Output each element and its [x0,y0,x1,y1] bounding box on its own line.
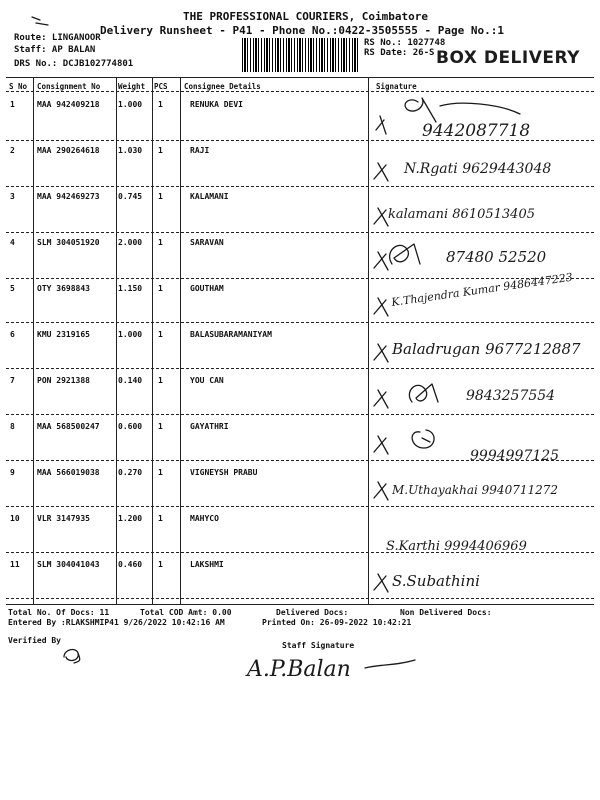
row-pcs: 1 [158,468,163,477]
row-divider [6,140,594,141]
svg-text:K.Thajendra Kumar 9486447223: K.Thajendra Kumar 9486447223 [390,270,574,309]
svg-text:N.Rgati 9629443048: N.Rgati 9629443048 [404,161,552,177]
row-divider [6,278,594,279]
staff-signature-label: Staff Signature [282,641,355,650]
row-weight: 1.000 [118,330,143,339]
row-consignee: VIGNEYSH PRABU [190,468,258,477]
verified-initial-mark [60,645,84,667]
staff-signature [245,648,425,688]
row-pcs: 1 [158,100,163,109]
row-consignee: GAYATHRI [190,422,229,431]
row-consignment: OTY 3698843 [37,284,90,293]
route-label: Route: LINGANOOR [14,33,101,43]
column-divider [116,78,117,604]
row-consignee: SARAVAN [190,238,224,247]
signature [370,92,570,142]
col-header-weight: Weight [118,82,146,91]
svg-text:kalamani 8610513405: kalamani 8610513405 [388,207,535,222]
signature [370,418,590,464]
total-docs: Total No. Of Docs: 11 [8,608,110,617]
row-consignee: MAHYCO [190,514,219,523]
row-weight: 0.745 [118,192,143,201]
column-divider [33,78,34,604]
row-weight: 0.600 [118,422,143,431]
printed-on: Printed On: 26-09-2022 10:42:21 [262,618,412,627]
row-pcs: 1 [158,422,163,431]
signature [370,190,590,234]
signature [370,326,595,370]
table-top-rule [6,77,594,78]
row-weight: 1.030 [118,146,143,155]
row-sno: 4 [10,238,15,247]
row-consignment: SLM 304041043 [37,560,100,569]
row-weight: 2.000 [118,238,143,247]
signature [370,145,590,190]
row-sno: 7 [10,376,15,385]
table-bottom-rule [6,598,594,599]
svg-text:87480 52520: 87480 52520 [446,248,547,266]
entered-by: Entered By :RLAKSHMIP41 9/26/2022 10:42:16 AM [8,618,225,627]
column-divider [152,78,153,604]
signature [370,560,590,600]
row-pcs: 1 [158,514,163,523]
scribble-mark [30,14,52,28]
col-header-consignee: Consignee Details [184,82,261,91]
row-divider [6,414,594,415]
row-divider [6,552,594,553]
column-divider [368,78,369,604]
row-pcs: 1 [158,192,163,201]
row-divider [6,368,594,369]
row-consignment: VLR 3147935 [37,514,90,523]
col-header-sno: S No [9,82,28,91]
signature [370,234,590,278]
row-consignment: MAA 942469273 [37,192,100,201]
row-consignment: SLM 304051920 [37,238,100,247]
total-cod: Total COD Amt: 0.00 [140,608,232,617]
row-consignee: GOUTHAM [190,284,224,293]
drs-number: DRS No.: DCJB102774801 [14,59,134,69]
svg-text:9843257554: 9843257554 [466,388,556,404]
row-pcs: 1 [158,330,163,339]
rs-number: RS No.: 1027748 [364,38,446,48]
row-sno: 10 [10,514,20,523]
signature [370,270,590,324]
verified-by: Verified By [8,636,61,645]
box-delivery-stamp: BOX DELIVERY [436,48,580,68]
row-weight: 1.200 [118,514,143,523]
row-pcs: 1 [158,238,163,247]
svg-text:Baladrugan 9677212887: Baladrugan 9677212887 [392,340,581,358]
row-weight: 0.270 [118,468,143,477]
row-sno: 2 [10,146,15,155]
row-sno: 1 [10,100,15,109]
svg-text:M.Uthayakhai 9940711272: M.Uthayakhai 9940711272 [392,483,559,497]
row-consignee: KALAMANI [190,192,229,201]
svg-text:A.P.Balan: A.P.Balan [247,657,351,682]
row-consignment: KMU 2319165 [37,330,90,339]
row-divider [6,506,594,507]
signature [370,372,590,416]
row-divider [6,232,594,233]
svg-text:S.Karthi 9994406969: S.Karthi 9994406969 [386,539,527,554]
col-header-pcs: PCS [154,82,168,91]
column-divider [180,78,181,604]
row-consignee: RAJI [190,146,210,155]
rs-date: RS Date: 26-S [364,48,435,58]
row-sno: 11 [10,560,20,569]
row-sno: 9 [10,468,15,477]
row-weight: 1.150 [118,284,143,293]
svg-text:9442087718: 9442087718 [422,121,531,141]
row-consignment: MAA 942409218 [37,100,100,109]
row-sno: 5 [10,284,15,293]
delivered-docs: Delivered Docs: [276,608,349,617]
row-divider [6,460,594,461]
company-title: THE PROFESSIONAL COURIERS, Coimbatore [183,10,429,23]
row-pcs: 1 [158,376,163,385]
barcode [242,38,360,72]
row-consignee: YOU CAN [190,376,224,385]
row-sno: 6 [10,330,15,339]
svg-text:S.Subathini: S.Subathini [392,572,480,590]
signature [370,464,595,508]
row-divider [6,322,594,323]
non-delivered-docs: Non Delivered Docs: [400,608,492,617]
svg-text:9994997125: 9994997125 [470,448,560,464]
row-weight: 0.140 [118,376,143,385]
row-consignment: MAA 568500247 [37,422,100,431]
row-divider [6,186,594,187]
table-bottom-rule [6,604,594,605]
row-consignee: LAKSHMI [190,560,224,569]
row-weight: 0.460 [118,560,143,569]
row-consignee: RENUKA DEVI [190,100,243,109]
row-consignment: MAA 290264618 [37,146,100,155]
row-pcs: 1 [158,560,163,569]
row-pcs: 1 [158,284,163,293]
runsheet-title: Delivery Runsheet - P41 - Phone No.:0422-3505555 - Page No.:1 [100,24,504,37]
col-header-consignment: Consignment No [37,82,101,91]
row-sno: 8 [10,422,15,431]
row-consignment: PON 2921388 [37,376,90,385]
row-sno: 3 [10,192,15,201]
signature [380,510,580,558]
row-consignee: BALASUBARAMANIYAM [190,330,272,339]
staff-label: Staff: AP BALAN [14,45,96,55]
row-consignment: MAA 566019038 [37,468,100,477]
row-pcs: 1 [158,146,163,155]
row-weight: 1.000 [118,100,143,109]
col-header-signature: Signature [376,82,417,91]
